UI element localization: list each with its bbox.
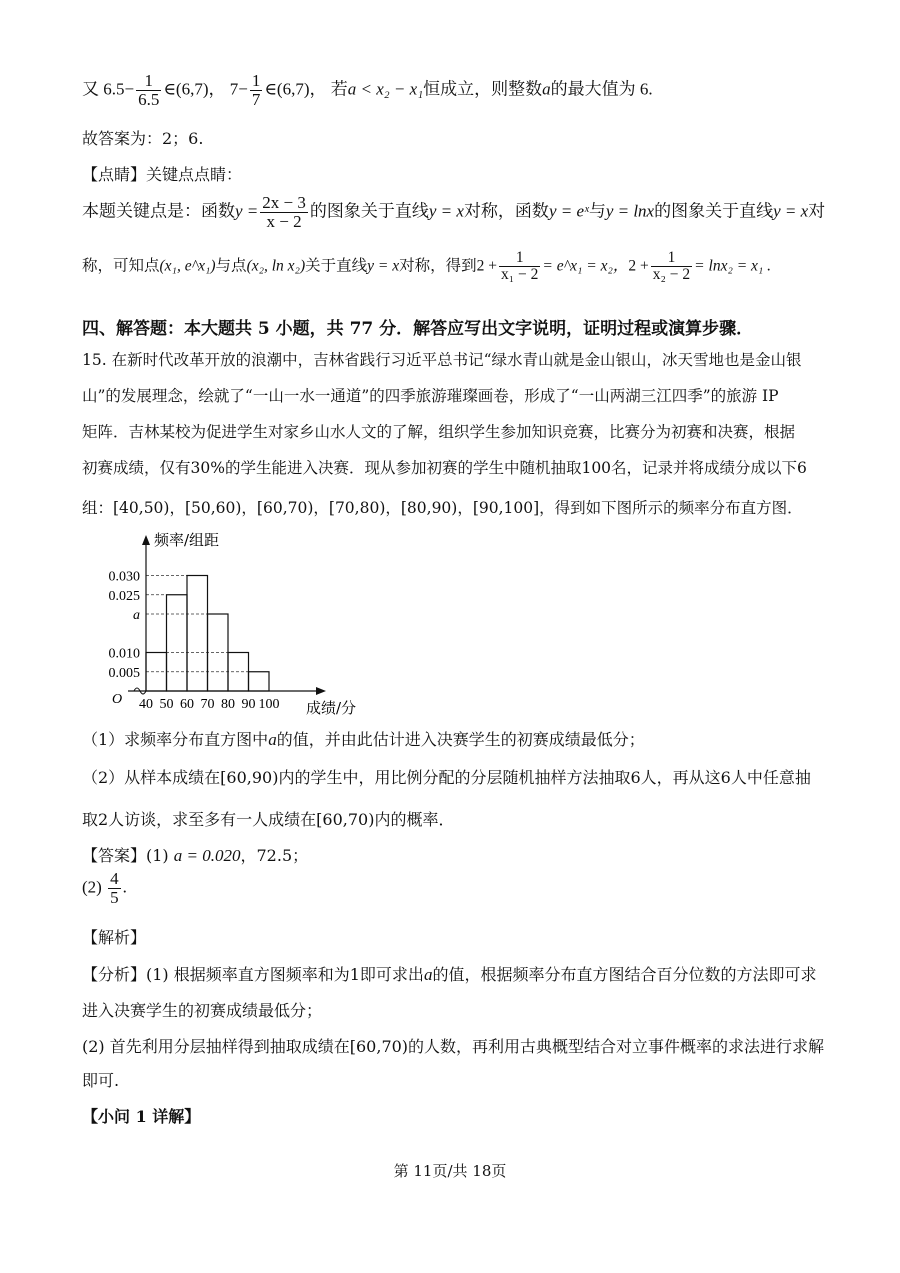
y-tick-label: 0.005 [108, 665, 140, 681]
fraction [250, 72, 263, 109]
y-tick-label: 0.025 [108, 588, 140, 604]
sub-question-1 [82, 727, 645, 750]
x-tick-label: 40 [139, 697, 153, 712]
math: 7− [229, 79, 248, 99]
sub-question-2-line-2: 取2人访谈，求至多有一人成绩在[60,70)内的概率． [82, 810, 455, 829]
text: 的值，根据频率分布直方图结合百分位数的方法即可求 [432, 965, 817, 984]
x-tick-label: 70 [200, 697, 215, 712]
numerator: 1 [667, 249, 676, 266]
math: a [423, 965, 433, 984]
text: （1）求频率分布直方图中 [82, 730, 269, 749]
math: (x₁, e^x₁) [159, 257, 216, 275]
math: ∈(6,7)， [264, 79, 327, 99]
x-axis-arrow [316, 687, 326, 695]
text: 与 [588, 201, 606, 221]
numerator: 2x − 3 [262, 193, 306, 212]
question-15-line-3: 矩阵．吉林某校为促进学生对家乡山水人文的了解，组织学生参加知识竞赛，比赛分为初赛和决赛，根据 [82, 423, 796, 441]
math: a [268, 730, 277, 749]
denominator: x₁ − 2 [500, 266, 539, 284]
denominator: x − 2 [260, 212, 308, 231]
chart-guides [146, 576, 249, 672]
answer-line-2 [82, 870, 127, 907]
text-line-5 [82, 250, 771, 284]
histogram-bar [167, 595, 188, 691]
answer-line-1 [82, 843, 308, 866]
y-tick-label: a [133, 608, 140, 623]
section-heading: 四、解答题：本大题共 5 小题，共 77 分．解答应写出文字说明，证明过程或演算步骤． [82, 319, 754, 339]
text: 称，可知点 [82, 257, 160, 275]
y-tick-label: 0.010 [108, 646, 140, 662]
histogram-bar [249, 672, 270, 691]
analysis-line-1 [82, 962, 816, 985]
y-axis-arrow [142, 535, 150, 545]
math: a = 0.020 [173, 846, 241, 865]
numerator: 1 [144, 71, 153, 90]
text-line-4 [82, 194, 825, 231]
fraction [260, 194, 308, 231]
text: 的值，并由此估计进入决赛学生的初赛成绩最低分； [276, 730, 645, 749]
denominator: x₂ − 2 [652, 266, 691, 284]
question-15-line-2: 山”的发展理念，绘就了“一山一水一通道”的四季旅游璀璨画卷，形成了“一山两湖三江四季”的旅游 IP [82, 387, 779, 405]
math: a < x₂ − x₁ [347, 79, 424, 99]
fraction [136, 72, 161, 109]
numerator: 1 [251, 71, 261, 90]
denominator: 7 [251, 89, 261, 109]
text: 的图象关于直线 [654, 201, 774, 221]
question-15-line-4: 初赛成绩，仅有30%的学生能进入决赛．现从参加初赛的学生中随机抽取100名，记录并将成绩分成以下6 [82, 459, 807, 477]
text: 的图象关于直线 [309, 201, 429, 221]
math: 6.5− [103, 79, 135, 99]
frequency-histogram [80, 525, 380, 725]
text: 恒成立，则整数 [423, 79, 543, 99]
math: 2 + [628, 257, 649, 275]
fraction [651, 250, 692, 284]
text-line-1 [82, 72, 653, 109]
sub-question-2-line-1: （2）从样本成绩在[60,90)内的学生中，用比例分配的分层随机抽样方法抽取6人，再从这6人中任意抽 [82, 768, 811, 787]
page-footer: 第 11页/共 18页 [393, 1162, 507, 1180]
math: y = x [773, 201, 809, 221]
text: 对 [808, 201, 826, 221]
x-tick-label: 50 [159, 697, 174, 712]
fraction [499, 250, 540, 284]
x-tick-label: 100 [258, 697, 280, 712]
sub-question-1-detail-heading: 【小问 1 详解】 [82, 1107, 201, 1126]
math: y = lnx [605, 201, 655, 221]
text: 又 [82, 79, 99, 99]
text: (2) [82, 877, 102, 897]
text: 【答案】(1) [82, 846, 169, 865]
y-axis-label: 频率/组距 [154, 531, 220, 549]
text: 对称，得到 [399, 257, 477, 275]
text: 若 [330, 79, 348, 99]
text-line-3: 【点睛】关键点点睛： [82, 165, 243, 184]
y-tick-label: 0.030 [108, 569, 140, 585]
question-15-line-5: 组：[40,50)，[50,60)，[60,70)，[70,80)，[80,90)，[90,100]，得到如下图所示的频率分布直方图． [82, 499, 803, 517]
denominator: 5 [110, 887, 119, 907]
math: (x₂, ln x₂) [246, 257, 306, 275]
math: y = x [428, 201, 464, 221]
math: = lnx₂ = x₁ . [694, 257, 772, 275]
chart-bars [146, 576, 269, 692]
x-tick-label: 80 [221, 697, 235, 712]
fraction [108, 870, 121, 907]
math: = e^x₁ = x₂， [542, 257, 629, 275]
question-15-line-1: 15. 在新时代改革开放的浪潮中，吉林省践行习近平总书记“绿水青山就是金山银山，冰天雪地也是金山银 [82, 351, 802, 369]
math: y = x [367, 257, 400, 275]
numerator: 4 [110, 869, 119, 888]
analysis-heading: 【解析】 [82, 928, 147, 947]
analysis-line-2: 进入决赛学生的初赛成绩最低分； [82, 1001, 323, 1020]
numerator: 1 [515, 249, 524, 266]
text: . [122, 877, 127, 897]
text: 与点 [215, 257, 247, 275]
text: ，72.5； [240, 846, 309, 865]
math: y = [235, 201, 259, 221]
text: 对称，函数 [463, 201, 549, 221]
analysis-line-4: 即可. [82, 1071, 120, 1090]
text-line-2: 故答案为：2；6. [82, 129, 204, 148]
chart-axes [128, 535, 326, 695]
math: ∈(6,7)， [163, 79, 226, 99]
analysis-line-3: (2) 首先利用分层抽样得到抽取成绩在[60,70)的人数，再利用古典概型结合对立事件概率的求法进行求解 [82, 1037, 825, 1056]
text: 关于直线 [305, 257, 368, 275]
x-tick-label: 90 [241, 697, 256, 712]
text: 【分析】(1) 根据频率直方图频率和为1即可求出 [82, 965, 424, 984]
text: 本题关键点是：函数 [82, 201, 235, 221]
text: 的最大值为 6. [550, 79, 653, 99]
histogram-bar [187, 576, 208, 692]
origin-label: O [112, 692, 123, 707]
x-tick-label: 60 [180, 697, 194, 712]
math: a [542, 79, 551, 99]
math: y = eˣ [548, 201, 589, 221]
denominator: 6.5 [138, 89, 160, 109]
math: 2 + [476, 257, 497, 275]
x-axis-label: 成绩/分 [306, 699, 357, 717]
